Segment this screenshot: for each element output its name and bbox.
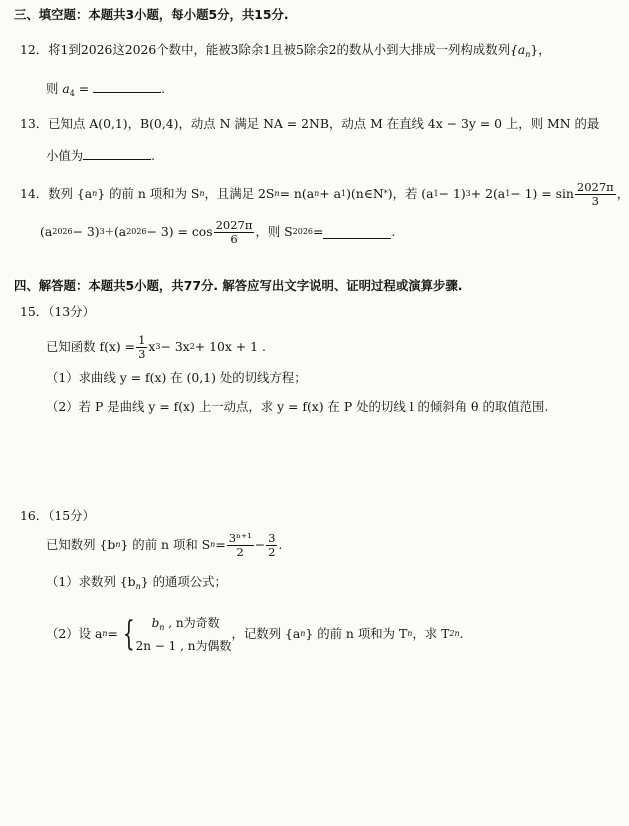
q16-part2-f: . [459,626,464,641]
case-odd [136,614,232,637]
fraction-3-over-2 [266,532,277,559]
q16-intro-a-sub: n [115,540,121,549]
q14-l2-a: (a [40,224,53,239]
q15-intro-a: 已知函数 f(x) = [46,339,136,354]
a4-subscript: 4 [69,89,75,98]
q14-p8: − 1) [438,186,466,201]
q14-p4-sub: n [314,189,320,198]
q14-p11: ， [616,186,629,201]
question-13-text2: 小值为 [46,148,84,163]
q16-part2-a-sub: n [102,629,108,638]
question-14-line2 [40,218,609,246]
fraction-one-third [136,334,147,361]
question-12-text: 将1到2026这2026个数中，能被3除余1且被5除余2的数从小到大排成一列构成数列 [48,42,510,57]
frac-denominator: 3 [591,193,599,208]
q16-part2-c-sub: n [300,629,306,638]
case-odd-sub: n [159,622,165,632]
q14-l2-e: ，则 S [255,224,293,239]
question-15-number: 15．（13分） [20,304,95,319]
section4-heading: 四、解答题：本题共5小题，共77分. 解答应写出文字说明、证明过程或演算步骤. [14,278,463,293]
q14-p3: ，且满足 2S [204,186,275,201]
frac-denominator: 6 [230,231,238,246]
seq-subscript: n [525,50,531,59]
q14-l2-c: (a [113,224,127,239]
question-12-number: 12． [20,42,49,57]
period: . [161,81,166,96]
q14-p2: } 的前 n 项和为 S [97,186,200,201]
q16-part2-d-sub: n [407,629,413,638]
question-13-text: 已知点 A(0,1)，B(0,4)，动点 N 满足 NA = 2NB，动点 M 在直线 4x − 3y = 0 上，则 MN 的最 [48,116,600,131]
frac-numerator: 2027π [215,217,253,232]
question-13-line1 [20,116,609,132]
question-14-number: 14． [20,186,49,201]
q14-p1: 数列 {a [48,186,93,201]
q14-p5-sub: 1 [340,189,347,198]
frac-numerator: 3 [268,530,276,545]
q15-intro-c-sup: 2 [189,342,195,351]
frac-numerator: 1 [138,332,146,347]
piecewise-brace: { [122,614,135,654]
answer-blank-12[interactable] [93,80,161,93]
piecewise-cases [136,614,232,655]
q16-part2-c: ，记数列 {a [231,626,301,641]
question-15-part2: （2）若 P 是曲线 y = f(x) 上一动点，求 y = f(x) 在 P 处的切线 l 的倾斜角 θ 的取值范围. [46,399,549,414]
q16-intro-c: = [215,537,226,552]
q16-part2-e: ，求 T [412,626,450,641]
frac-denominator: 3 [138,346,146,361]
answer-blank-13[interactable] [83,147,151,160]
question-12-line1 [20,42,609,63]
q14-p9: + 2(a [470,186,506,201]
q14-p6-sup: * [383,189,388,198]
question-13-number: 13． [20,116,49,131]
q14-p1-sub: n [92,189,98,198]
q15-intro-b-sup: 3 [155,342,161,351]
q14-p9-sub: 1 [505,189,511,198]
q14-l2-c-sub: 2026 [126,227,147,236]
q16-part1-a-sub: n [135,582,141,591]
frac-denominator: 2 [268,544,276,559]
question-12-line2 [46,80,609,102]
q16-intro-b: } 的前 n 项和 S [120,537,211,552]
q14-p3-sub: n [274,189,280,198]
question-16-number: 16．（15分） [20,508,95,523]
q16-intro-b-sub: n [210,540,216,549]
q16-part2-a: （2）设 a [46,626,103,641]
case-odd-text: , n为奇数 [164,615,220,630]
q14-l2-f: = [313,224,324,239]
question-16-part2 [46,614,609,654]
question-12-then: 则 [46,81,59,96]
q14-p8-sup: 3 [465,189,471,198]
question-14-line1 [20,179,629,208]
q16-part2-d: } 的前 n 项和为 T [305,626,408,641]
frac-numerator: 3ⁿ⁺¹ [228,530,252,545]
fraction-3-pow-n-plus-1-over-2 [227,532,254,559]
question-16-intro [46,530,609,560]
q16-intro-a: 已知数列 {b [46,537,116,552]
case-even: 2n − 1 , n为偶数 [135,638,232,653]
q16-part2-e-sub: 2n [449,629,460,638]
seq-symbol: {a [509,42,526,57]
q14-l2-b-sup: 3 [99,227,105,236]
q14-l2-e-sub: 2026 [292,227,314,236]
answer-blank-14[interactable] [323,226,391,239]
seq-end: }， [530,42,551,57]
handwritten-mark: + [104,225,114,238]
fraction-2027pi-over-6 [214,219,255,246]
q14-p10: − 1) = sin [510,186,574,201]
a4-symbol: a [62,81,70,96]
q14-p5: + a [319,186,341,201]
q14-l2-d: − 3) = cos [146,224,213,239]
q16-part1-b: } 的通项公式； [140,574,227,589]
q14-l2-b: − 3) [72,224,100,239]
q14-p4: = n(a [279,186,315,201]
q16-part2-b: = [107,626,118,641]
equals-sign: = [74,81,94,96]
q15-intro-d: + 10x + 1 . [194,339,266,354]
question-16-part1 [46,574,609,595]
q14-p2-sub: n [199,189,205,198]
frac-numerator: 2027π [576,179,614,194]
period: . [151,148,156,163]
fraction-2027pi-over-3 [575,181,616,208]
question-15-intro [46,334,609,360]
q15-intro-b: x [148,339,156,354]
section3-heading: 三、填空题：本题共3小题，每小题5分，共15分. [14,7,289,22]
q16-part1-a: （1）求数列 {b [46,574,136,589]
q15-intro-c: − 3x [160,339,190,354]
q16-intro-e: . [278,537,283,552]
case-odd-b: b [151,615,160,630]
q14-p7-sub: 1 [433,189,439,198]
frac-denominator: 2 [236,544,244,559]
question-15-part1: （1）求曲线 y = f(x) 在 (0,1) 处的切线方程； [46,370,307,385]
period: . [391,224,396,239]
q16-intro-d: − [254,537,266,552]
q14-p6: )(n∈N [346,186,384,201]
q14-p7: )，若 (a [387,186,434,201]
question-13-line2 [46,147,609,164]
q14-l2-a-sub: 2026 [52,227,73,236]
